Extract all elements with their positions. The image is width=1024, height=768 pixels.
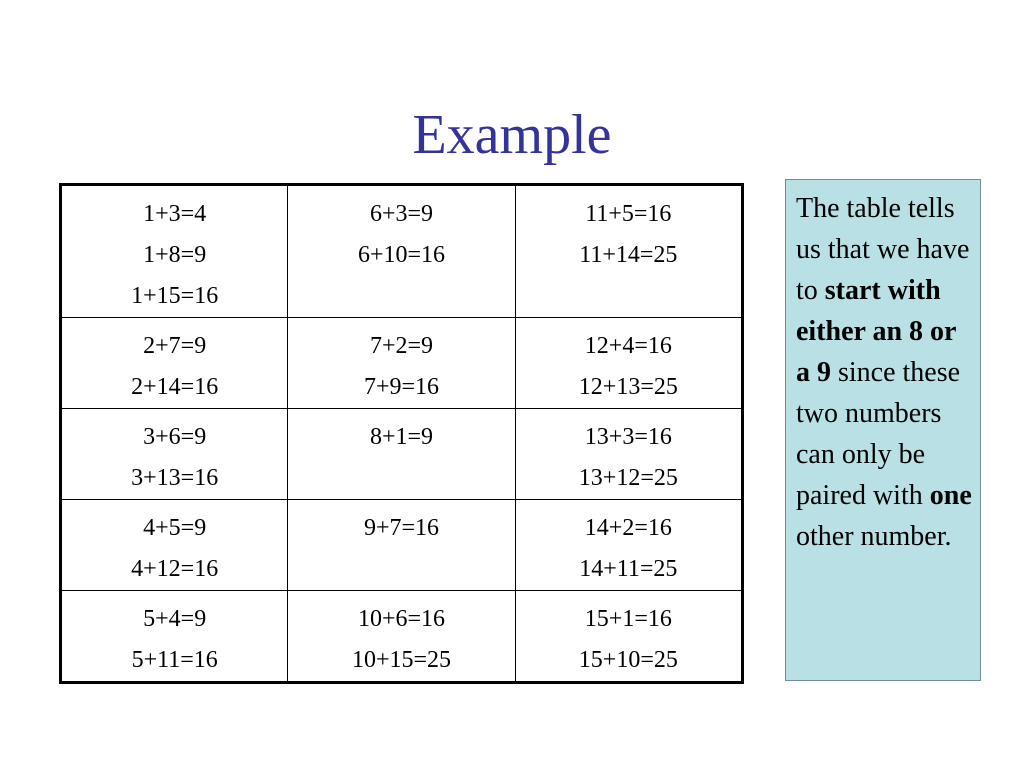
explanation-note — [785, 179, 981, 681]
table-row — [61, 500, 743, 591]
equation: 12+4=16 — [584, 333, 672, 359]
equation: 6+10=16 — [357, 242, 446, 268]
table-cell — [515, 318, 742, 409]
equation: 13+3=16 — [584, 424, 672, 450]
equation: 15+10=25 — [578, 647, 678, 673]
equation: 4+12=16 — [131, 556, 219, 582]
table-cell — [61, 318, 288, 409]
table-cell — [515, 591, 742, 683]
equation: 1+3=4 — [143, 201, 207, 227]
table-row — [61, 409, 743, 500]
table-row — [61, 591, 743, 683]
table-cell — [515, 185, 742, 318]
equation: 1+15=16 — [131, 283, 219, 309]
equation: 15+1=16 — [584, 606, 672, 632]
table-row — [61, 185, 743, 318]
table-cell — [515, 500, 742, 591]
equation: 3+6=9 — [143, 424, 207, 450]
equation: 10+15=25 — [351, 647, 452, 673]
equation: 11+14=25 — [579, 242, 678, 268]
equation: 11+5=16 — [585, 201, 672, 227]
equation: 2+7=9 — [143, 333, 207, 359]
table-cell — [288, 185, 515, 318]
equation: 10+6=16 — [357, 606, 446, 632]
table-cell — [288, 591, 515, 683]
equation: 12+13=25 — [578, 374, 678, 400]
equation: 13+12=25 — [578, 465, 678, 491]
equation: 9+7=16 — [363, 515, 440, 541]
equation: 1+8=9 — [143, 242, 207, 268]
equation: 14+2=16 — [584, 515, 672, 541]
table-cell — [288, 318, 515, 409]
equation: 14+11=25 — [579, 556, 678, 582]
equation: 7+9=16 — [363, 374, 440, 400]
equation: 6+3=9 — [369, 201, 434, 227]
sums-table-body — [61, 185, 743, 683]
note-text-3: other number. — [796, 521, 952, 552]
sums-table — [59, 183, 744, 684]
note-text-2: since these two numbers can only be paired with — [796, 357, 961, 511]
equation: 7+2=9 — [369, 333, 434, 359]
equation: 5+11=16 — [131, 647, 218, 673]
equation: 3+13=16 — [131, 465, 219, 491]
table-row — [61, 318, 743, 409]
table-cell — [288, 409, 515, 500]
note-text-1: The table tells us that we have to — [796, 193, 970, 306]
equation: 5+4=9 — [143, 606, 207, 632]
table-cell — [61, 185, 288, 318]
table-cell — [61, 591, 288, 683]
equation: 8+1=9 — [369, 424, 434, 450]
table-cell — [61, 500, 288, 591]
equation: 4+5=9 — [143, 515, 207, 541]
note-bold-1: start with either an 8 or a 9 — [796, 275, 956, 388]
note-bold-2: one — [929, 480, 972, 511]
table-cell — [61, 409, 288, 500]
slide-title: Example — [412, 104, 612, 166]
table-cell — [288, 500, 515, 591]
equation: 2+14=16 — [131, 374, 219, 400]
table-cell — [515, 409, 742, 500]
